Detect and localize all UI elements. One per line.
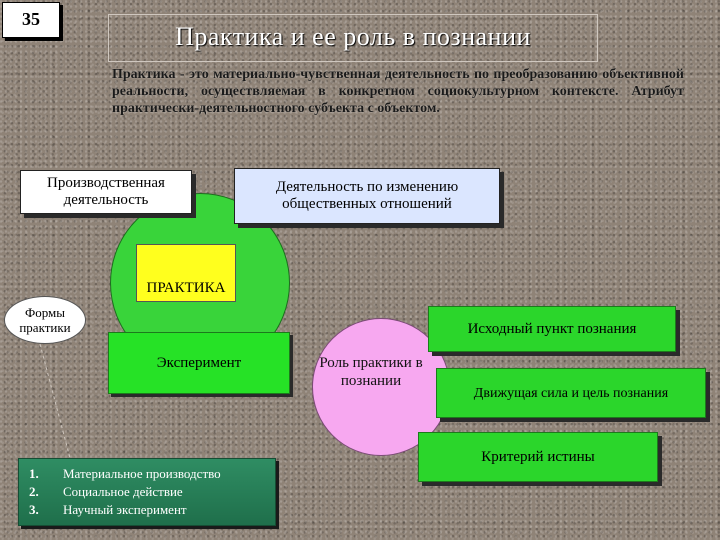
- forms-of-practice-ellipse: Формы практики: [4, 296, 86, 344]
- list-item: [29, 501, 269, 519]
- forms-list: [18, 458, 276, 526]
- list-item-number: 3.: [29, 502, 39, 517]
- practice-definition: Практика - это материально-чувственная деятельность по преобразованию объективной реальности, осуществляемая в конкретном социокультурном контексте. Атрибут практически-деятельностного субъекта с объектом.: [112, 67, 684, 116]
- production-activity-box: Производственная деятельность: [20, 170, 192, 214]
- truth-criterion-box: Критерий истины: [418, 432, 658, 482]
- slide-title: Практика и ее роль в познании: [175, 22, 531, 51]
- list-item-text: Материальное производство: [63, 466, 221, 481]
- list-item: [29, 465, 269, 483]
- list-item: [29, 483, 269, 501]
- driving-force-box: Движущая сила и цель познания: [436, 368, 706, 418]
- slide-number: 35: [2, 2, 60, 38]
- forms-connector: [40, 344, 70, 458]
- starting-point-box: Исходный пункт познания: [428, 306, 676, 352]
- list-item-number: 1.: [29, 466, 39, 481]
- list-item-text: Научный эксперимент: [63, 502, 187, 517]
- role-in-cognition-label: Роль практики в познании: [319, 355, 423, 389]
- practice-box: ПРАКТИКА: [136, 244, 236, 302]
- social-activity-box: Деятельность по изменению общественных отношений: [234, 168, 500, 224]
- experiment-box: Эксперимент: [108, 332, 290, 394]
- list-item-text: Социальное действие: [63, 484, 183, 499]
- list-item-number: 2.: [29, 484, 39, 499]
